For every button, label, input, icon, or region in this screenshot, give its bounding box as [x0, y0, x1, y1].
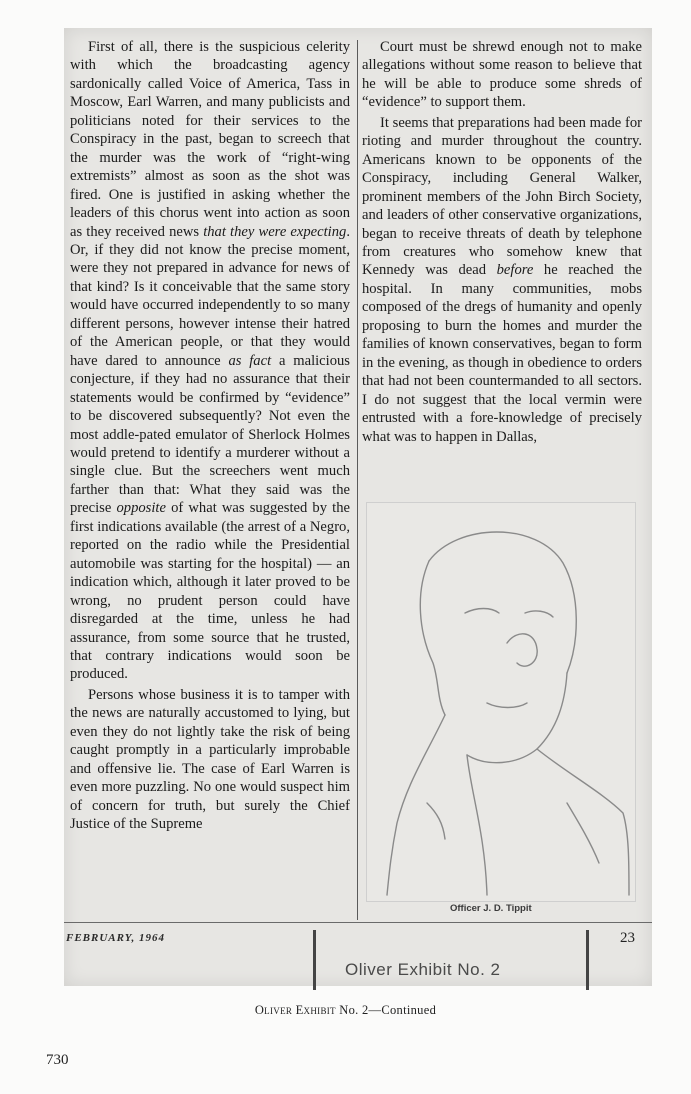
emphasis-text: that they were expecting: [203, 223, 347, 240]
article-paragraph: [362, 38, 642, 112]
exhibit-caption: [0, 1003, 691, 1018]
paragraph-text: a malicious conjecture, if they had no assurance that their statements would be confirmed by “evidence” to be discovered subsequently? Not even the most addle-pated emulator of Sherlock Holmes would pretend to identify a murderer without a single clue. But the screechers went much farther than that: What they said was the precise: [70, 352, 350, 517]
figure-caption: Officer J. D. Tippit: [450, 903, 532, 914]
paragraph-text: of what was suggested by the first indications available (the arrest of a Negro, reported on the radio while the Presidential automobile was starting for the hospital) — an indication which, although it later proved to be wrong, no prudent person could have disregarded at the time, unless he had assurance, from some source that he trusted, that contrary indications would soon be produced.: [70, 500, 350, 683]
article-paragraph: [362, 114, 642, 446]
emphasis-text: opposite: [116, 500, 166, 517]
footer-divider: [64, 922, 652, 923]
paragraph-text: It seems that preparations had been made for rioting and murder throughout the country. Americans known to be opponents of the Conspiracy, including General Walker, prominent members of the John Birch Society, and leaders of other conservative organizations, began to receive threats of death by telephone from creatures who somehow knew that Kennedy was dead: [362, 114, 642, 279]
article-paragraph: [70, 686, 350, 834]
portrait-figure: [366, 502, 636, 902]
article-paragraph: [70, 38, 350, 684]
exhibit-caption-suffix: No. 2—Continued: [335, 1003, 437, 1017]
emphasis-text: before: [496, 262, 534, 279]
paragraph-text: Persons whose business it is to tamper with the news are naturally accustomed to lying, but even they do not lightly take the risk of being caught promptly in a particularly improbable and offensive lie. The case of Earl Warren is even more puzzling. No one would suspect him of concern for truth, but surely the Chief Justice of the Supreme: [70, 686, 350, 833]
issue-date: FEBRUARY, 1964: [66, 932, 165, 944]
paragraph-text: Court must be shrewd enough not to make allegations without some reason to believe that he will be able to produce some shreds of “evidence” to support them.: [362, 39, 642, 111]
exhibit-stamp: Oliver Exhibit No. 2: [345, 960, 501, 979]
paragraph-text: First of all, there is the suspicious celerity with which the broadcasting agency sardonically called Voice of America, Tass in Moscow, Earl Warren, and many publicists and politicians noted for their services to the Conspiracy in the past, began to screech that the murder was the work of “right-wing extremists” almost as soon as the shot was fired. One is justified in asking whether the leaders of this chorus went into action as soon as they received news: [70, 39, 350, 240]
paragraph-text: . Or, if they did not know the precise moment, were they not prepared in advance for news of that kind? Is it conceivable that the same story would have occurred independently to so many different persons, however intense their hatred of the American people, or that they would have dared to announce: [70, 223, 350, 369]
magazine-page-number: 23: [620, 930, 635, 946]
emphasis-text: as fact: [228, 352, 272, 369]
volume-page-number: 730: [46, 1052, 69, 1068]
exhibit-caption-prefix: Oliver Exhibit: [254, 1003, 336, 1017]
article-right-column: [362, 38, 642, 446]
column-divider: [357, 40, 358, 920]
paragraph-text: he reached the hospital. In many communities, mobs composed of the dregs of humanity and openly proposing to burn the homes and murder the families of known conservatives, began to form in the evening, as though in obedience to orders that had not been countermanded to all sectors. I do not suggest that the local vermin were entrusted with a fore-knowledge of precisely what was to happen in Dallas,: [362, 262, 642, 445]
article-left-column: [70, 38, 350, 833]
portrait-sketch-icon: [367, 503, 635, 901]
